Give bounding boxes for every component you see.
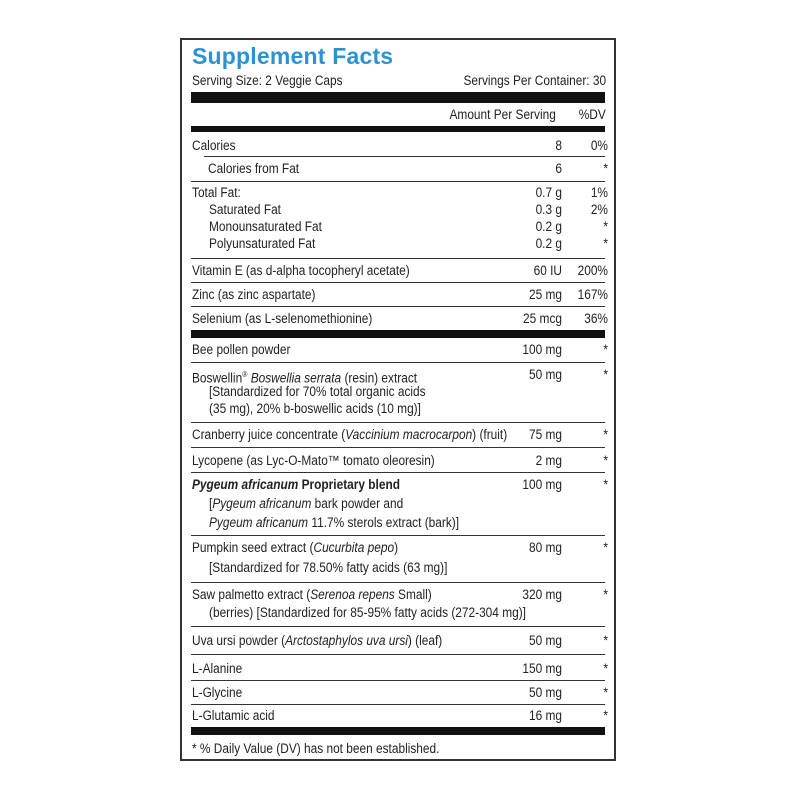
saturated-fat-label: Saturated Fat (209, 202, 281, 217)
pygeum-amount: 100 mg (522, 477, 562, 492)
vitamin-e-amount: 60 IU (533, 263, 562, 278)
thick-rule (191, 92, 605, 103)
divider (191, 704, 605, 705)
calories-dv: 0% (590, 138, 608, 153)
divider (191, 422, 605, 423)
pygeum-label: Pygeum africanum Proprietary blend (192, 477, 400, 492)
poly-fat-amount: 0.2 g (535, 236, 562, 251)
mono-fat-dv: * (603, 219, 608, 234)
glycine-amount: 50 mg (528, 685, 562, 700)
pumpkin-amount: 80 mg (528, 540, 562, 555)
zinc-label: Zinc (as zinc aspartate) (192, 287, 316, 302)
boswellin-standardization-1: [Standardized for 70% total organic acids (209, 384, 426, 399)
saw-palmetto-amount: 320 mg (522, 587, 562, 602)
bee-pollen-dv: * (603, 342, 608, 357)
glutamic-amount: 16 mg (528, 708, 562, 723)
divider (191, 654, 605, 655)
poly-fat-label: Polyunsaturated Fat (209, 236, 316, 251)
glycine-dv: * (603, 685, 608, 700)
pygeum-dv: * (603, 477, 608, 492)
divider (191, 282, 605, 283)
selenium-label: Selenium (as L-selenomethionine) (192, 311, 373, 326)
divider (191, 582, 605, 583)
boswellin-standardization-2: (35 mg), 20% b-boswellic acids (10 mg)] (209, 401, 421, 416)
supplement-facts-panel (180, 38, 616, 761)
divider (191, 626, 605, 627)
panel-title: Supplement Facts (192, 43, 394, 69)
total-fat-amount: 0.7 g (535, 185, 562, 200)
calories-label: Calories (192, 138, 236, 153)
divider (191, 306, 605, 307)
lycopene-label: Lycopene (as Lyc-O-Mato™ tomato oleoresin) (192, 453, 435, 468)
boswellin-label: Boswellin® Boswellia serrata (resin) extract (192, 370, 418, 386)
saw-palmetto-standardization: (berries) [Standardized for 85-95% fatty acids (272-304 mg)] (209, 605, 526, 620)
lycopene-dv: * (603, 453, 608, 468)
pumpkin-dv: * (603, 540, 608, 555)
zinc-amount: 25 mg (528, 287, 562, 302)
divider (204, 156, 605, 157)
saturated-fat-amount: 0.3 g (535, 202, 562, 217)
boswellin-amount: 50 mg (528, 367, 562, 382)
cranberry-dv: * (603, 427, 608, 442)
mono-fat-amount: 0.2 g (535, 219, 562, 234)
divider (191, 680, 605, 681)
uva-ursi-dv: * (603, 633, 608, 648)
alanine-dv: * (603, 661, 608, 676)
selenium-amount: 25 mcg (523, 311, 562, 326)
amount-header: Amount Per Serving (449, 107, 556, 122)
servings-per-container: Servings Per Container: 30 (463, 73, 606, 88)
zinc-dv: 167% (577, 287, 608, 302)
calories-amount: 8 (555, 138, 562, 153)
serving-size: Serving Size: 2 Veggie Caps (192, 73, 343, 88)
boswellin-dv: * (603, 367, 608, 382)
uva-ursi-amount: 50 mg (528, 633, 562, 648)
saturated-fat-dv: 2% (590, 202, 608, 217)
calories-fat-amount: 6 (555, 161, 562, 176)
divider (191, 472, 605, 473)
glutamic-label: L-Glutamic acid (192, 708, 275, 723)
pygeum-blend-line-2: Pygeum africanum 11.7% sterols extract (bark)] (209, 515, 460, 530)
saw-palmetto-label: Saw palmetto extract (Serenoa repens Small) (192, 587, 432, 602)
alanine-label: L-Alanine (192, 661, 243, 676)
footnote: * % Daily Value (DV) has not been established. (192, 741, 440, 756)
medium-rule (191, 727, 605, 735)
medium-rule (191, 330, 605, 338)
glycine-label: L-Glycine (192, 685, 243, 700)
mono-fat-label: Monounsaturated Fat (209, 219, 322, 234)
selenium-dv: 36% (584, 311, 608, 326)
divider (191, 362, 605, 363)
glutamic-dv: * (603, 708, 608, 723)
bee-pollen-label: Bee pollen powder (192, 342, 291, 357)
divider (191, 447, 605, 448)
alanine-amount: 150 mg (522, 661, 562, 676)
vitamin-e-label: Vitamin E (as d-alpha tocopheryl acetate) (192, 263, 410, 278)
bee-pollen-amount: 100 mg (522, 342, 562, 357)
pumpkin-label: Pumpkin seed extract (Cucurbita pepo) (192, 540, 399, 555)
poly-fat-dv: * (603, 236, 608, 251)
divider (191, 258, 605, 259)
total-fat-dv: 1% (590, 185, 608, 200)
divider (191, 181, 605, 182)
pygeum-blend-line-1: [Pygeum africanum bark powder and (209, 496, 404, 511)
divider (191, 535, 605, 536)
lycopene-amount: 2 mg (535, 453, 562, 468)
uva-ursi-label: Uva ursi powder (Arctostaphylos uva ursi) (leaf) (192, 633, 443, 648)
dv-header: %DV (578, 107, 606, 122)
cranberry-amount: 75 mg (528, 427, 562, 442)
calories-fat-dv: * (603, 161, 608, 176)
medium-rule (191, 126, 605, 132)
calories-fat-label: Calories from Fat (208, 161, 300, 176)
vitamin-e-dv: 200% (577, 263, 608, 278)
cranberry-label: Cranberry juice concentrate (Vaccinium macrocarpon) (fruit) (192, 427, 508, 442)
pumpkin-standardization: [Standardized for 78.50% fatty acids (63 mg)] (209, 560, 448, 575)
saw-palmetto-dv: * (603, 587, 608, 602)
total-fat-label: Total Fat: (192, 185, 241, 200)
